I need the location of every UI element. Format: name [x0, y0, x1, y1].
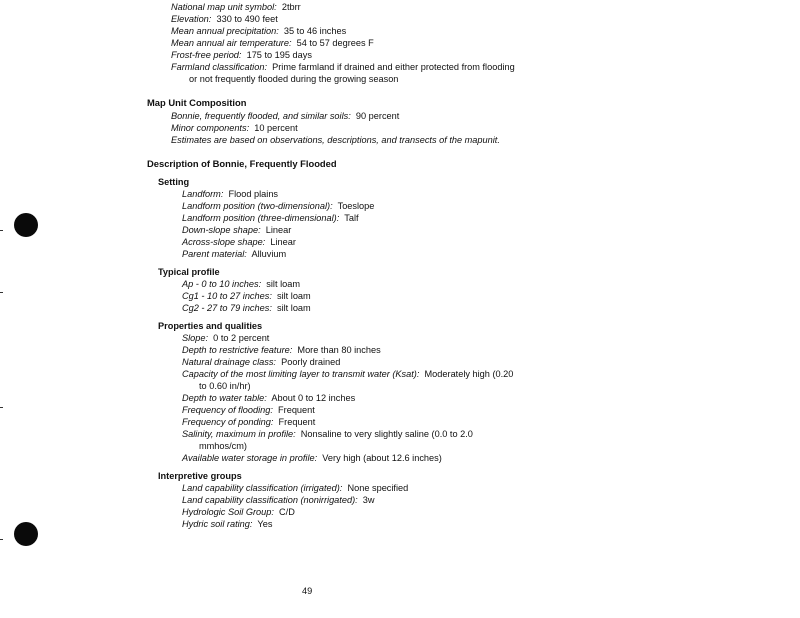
section-heading-description: Description of Bonnie, Frequently Flooded — [147, 158, 337, 169]
edge-mark — [0, 230, 3, 231]
profile-line — [182, 290, 311, 302]
interpretive-line — [182, 494, 375, 506]
property-label: Farmland classification: — [171, 62, 267, 72]
interpretive-line — [182, 506, 295, 518]
salinity-continuation: mmhos/cm) — [199, 441, 247, 451]
property-label: Land capability classification (nonirrigated): — [182, 495, 358, 505]
property-value: Moderately high (0.20 — [424, 369, 514, 379]
edge-mark — [0, 407, 3, 408]
property-label: Cg2 - 27 to 79 inches: — [182, 303, 272, 313]
properties-line — [182, 416, 315, 428]
property-value: Toeslope — [337, 201, 375, 211]
property-value: 90 percent — [355, 111, 400, 121]
property-value: Flood plains — [228, 189, 279, 199]
properties-line — [182, 344, 381, 356]
property-value: Frequent — [278, 405, 315, 415]
edge-mark — [0, 539, 3, 540]
property-value: silt loam — [266, 279, 300, 289]
property-label: Ap - 0 to 10 inches: — [182, 279, 262, 289]
setting-line — [182, 212, 359, 224]
property-line — [171, 25, 346, 37]
property-label: Minor components: — [171, 123, 250, 133]
setting-line — [182, 248, 286, 260]
property-line — [171, 13, 278, 25]
composition-line — [171, 110, 399, 122]
property-value: 10 percent — [254, 123, 298, 133]
properties-line — [182, 428, 473, 440]
setting-line — [182, 200, 374, 212]
properties-line — [182, 368, 513, 380]
property-value: About 0 to 12 inches — [271, 393, 356, 403]
property-value: Talf — [344, 213, 359, 223]
property-value: 2tbrr — [281, 2, 301, 12]
property-label: Landform position (two-dimensional): — [182, 201, 333, 211]
property-value: 330 to 490 feet — [216, 14, 278, 24]
property-value: 0 to 2 percent — [213, 333, 270, 343]
property-value: Alluvium — [251, 249, 287, 259]
property-label: Across-slope shape: — [182, 237, 266, 247]
property-label: Hydric soil rating: — [182, 519, 253, 529]
property-label: National map unit symbol: — [171, 2, 277, 12]
farmland-line — [171, 61, 515, 73]
property-line — [171, 37, 374, 49]
properties-line — [182, 404, 315, 416]
property-value: 175 to 195 days — [246, 50, 312, 60]
properties-line — [182, 332, 269, 344]
subheading-interpretive: Interpretive groups — [158, 471, 242, 481]
property-label: Salinity, maximum in profile: — [182, 429, 296, 439]
property-label: Slope: — [182, 333, 209, 343]
subheading-properties: Properties and qualities — [158, 321, 263, 331]
property-value: C/D — [279, 507, 295, 517]
property-label: Landform position (three-dimensional): — [182, 213, 340, 223]
property-value: Very high (about 12.6 inches) — [322, 453, 442, 463]
subheading-setting: Setting — [158, 177, 190, 187]
property-label: Mean annual precipitation: — [171, 26, 279, 36]
composition-line — [171, 122, 298, 134]
setting-line — [182, 188, 278, 200]
property-label: Frequency of flooding: — [182, 405, 273, 415]
interpretive-line — [182, 482, 408, 494]
property-label: Available water storage in profile: — [182, 453, 318, 463]
property-label: Depth to restrictive feature: — [182, 345, 293, 355]
properties-line — [182, 356, 340, 368]
ksat-continuation: to 0.60 in/hr) — [199, 381, 251, 391]
property-value: silt loam — [277, 291, 311, 301]
interpretive-line — [182, 518, 272, 530]
property-value: 3w — [362, 495, 375, 505]
property-value: None specified — [347, 483, 409, 493]
property-value: More than 80 inches — [297, 345, 381, 355]
setting-line — [182, 224, 291, 236]
property-label: Parent material: — [182, 249, 247, 259]
property-value: Nonsaline to very slightly saline (0.0 to 2.0 — [300, 429, 473, 439]
punch-hole — [14, 213, 38, 237]
property-line — [171, 49, 312, 61]
property-label: Cg1 - 10 to 27 inches: — [182, 291, 272, 301]
properties-line — [182, 392, 355, 404]
property-value: 35 to 46 inches — [283, 26, 347, 36]
edge-mark — [0, 292, 3, 293]
property-value: Frequent — [278, 417, 316, 427]
property-value: 54 to 57 degrees F — [296, 38, 374, 48]
property-label: Land capability classification (irrigated): — [182, 483, 343, 493]
property-value: Linear — [265, 225, 292, 235]
property-label: Mean annual air temperature: — [171, 38, 292, 48]
page-number: 49 — [302, 586, 313, 596]
property-label: Down-slope shape: — [182, 225, 261, 235]
farmland-continuation: or not frequently flooded during the growing season — [189, 74, 399, 84]
setting-line — [182, 236, 296, 248]
property-label: Frost-free period: — [171, 50, 242, 60]
profile-line — [182, 302, 311, 314]
property-value: Poorly drained — [281, 357, 341, 367]
properties-line — [182, 452, 442, 464]
property-label: Hydrologic Soil Group: — [182, 507, 274, 517]
property-label: Natural drainage class: — [182, 357, 276, 367]
property-label: Frequency of ponding: — [182, 417, 274, 427]
property-line — [171, 1, 301, 13]
punch-hole — [14, 522, 38, 546]
property-label: Capacity of the most limiting layer to transmit water (Ksat): — [182, 369, 420, 379]
profile-line — [182, 278, 300, 290]
property-label: Depth to water table: — [182, 393, 267, 403]
property-value: silt loam — [277, 303, 311, 313]
property-label: Elevation: — [171, 14, 212, 24]
section-heading-composition: Map Unit Composition — [147, 97, 247, 108]
property-value: Yes — [257, 519, 273, 529]
property-label: Bonnie, frequently flooded, and similar soils: — [171, 111, 351, 121]
property-value: Prime farmland if drained and either protected from flooding — [272, 62, 515, 72]
property-value: Linear — [270, 237, 296, 247]
property-label: Landform: — [182, 189, 224, 199]
subheading-typical-profile: Typical profile — [158, 267, 220, 277]
composition-note: Estimates are based on observations, descriptions, and transects of the mapunit. — [171, 135, 500, 145]
